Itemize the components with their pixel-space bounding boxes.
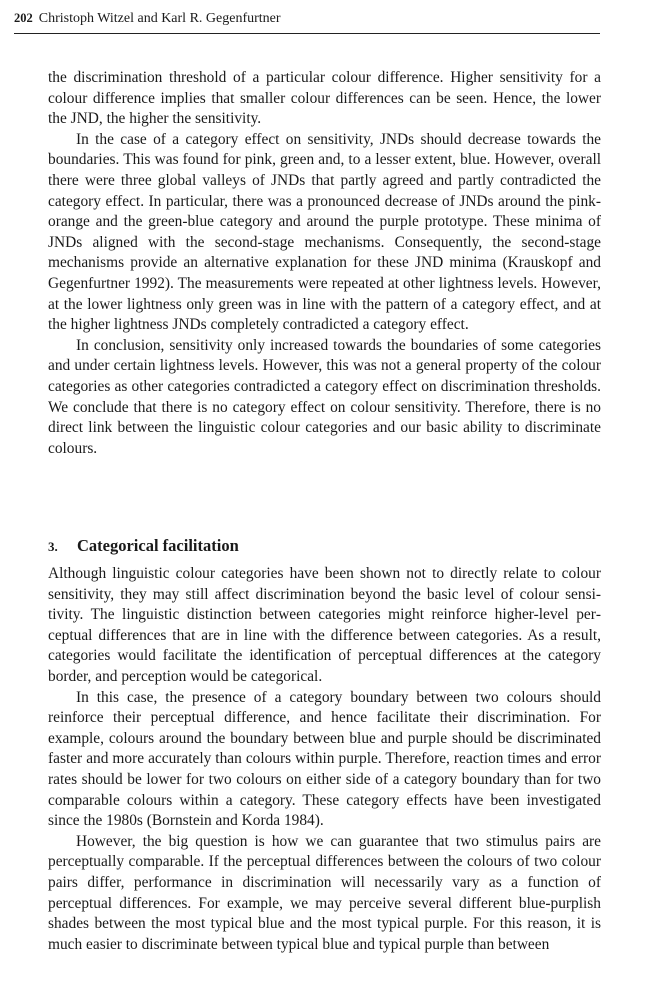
section-title: Categorical facilitation [77, 535, 239, 555]
paragraph-categorical-facilitation-intro: Although linguistic colour categories have been shown not to directly relate to colour sensitivity, they may still affect discrimination beyond the basic level of colour sensitivity. The linguistic distinction between categories might reinforce higher-level perceptual differences that are in line with the difference between categories. As a result, categories would facilitate the identification of perceptual differences at the category border, and perception would be categorical. [48, 565, 601, 685]
paragraph-category-effect-sensitivity: In the case of a category effect on sensitivity, JNDs should decrease towards the boundaries. This was found for pink, green and, to a lesser extent, blue. However, overall there were three global valleys of JNDs that partly agreed and partly contradicted the category effect. In particular, there was a pronounced decrease of JNDs around the pink-orange and the green-blue category and around the purple prototype. These minima of JNDs aligned with the second-stage mechanisms. Consequently, the second-stage mechanisms provide an alternative explanation for these JND minima (Krauskopf and Gegenfurtner 1992). The measurements were repeated at other lightness levels. However, at the lower lightness only green was in line with the pattern of a category effect, and at the higher lightness JNDs completely contradicted a category effect. [48, 130, 601, 334]
paragraph-jnd-definition-continued: the discrimination threshold of a particular colour difference. Higher sensitivity for a colour difference implies that smaller colour differences can be seen. Hence, the lower the JND, the higher the sensitivity. [48, 69, 601, 128]
section-heading [48, 535, 601, 558]
running-head [14, 9, 600, 34]
paragraph-category-boundary-example: In this case, the presence of a category boundary between two colours should reinforce their perceptual difference, and hence facilitate their discrimination. For example, colours around the boundary between blue and purple should be discriminated faster and more accurately than colours within purple. Therefore, reaction times and error rates should be lower for two colours on either side of a category boundary than for two comparable colours within a category. These category effects have been investigated since the 1980s (Bornstein and Korda 1984). [48, 688, 601, 830]
paragraph-perceptual-comparability: However, the big question is how we can guarantee that two stimulus pairs are perceptually comparable. If the perceptual differences between the colours of two colour pairs differ, performance in discrimination will necessarily vary as a function of perceptual differences. For example, we may perceive several different blue-purplish shades between the most typical blue and the most typical purple. For this reason, it is much easier to discriminate between typical blue and typical purple than between [48, 832, 601, 953]
section-number: 3. [48, 538, 58, 554]
page-number: 202 [14, 11, 33, 25]
running-head-authors: Christoph Witzel and Karl R. Gegenfurtner [38, 11, 281, 26]
body-block-two [48, 564, 601, 955]
body-block-one [48, 68, 601, 459]
paragraph-conclusion: In conclusion, sensitivity only increased towards the boundaries of some categories and under certain lightness levels. However, this was not a general property of the colour categories as other categories contradicted a category effect on discrimination thresholds. We conclude that there is no category effect on colour sensitivity. Therefore, there is no direct link between the linguistic colour categories and our basic ability to discriminate colours. [48, 336, 601, 457]
